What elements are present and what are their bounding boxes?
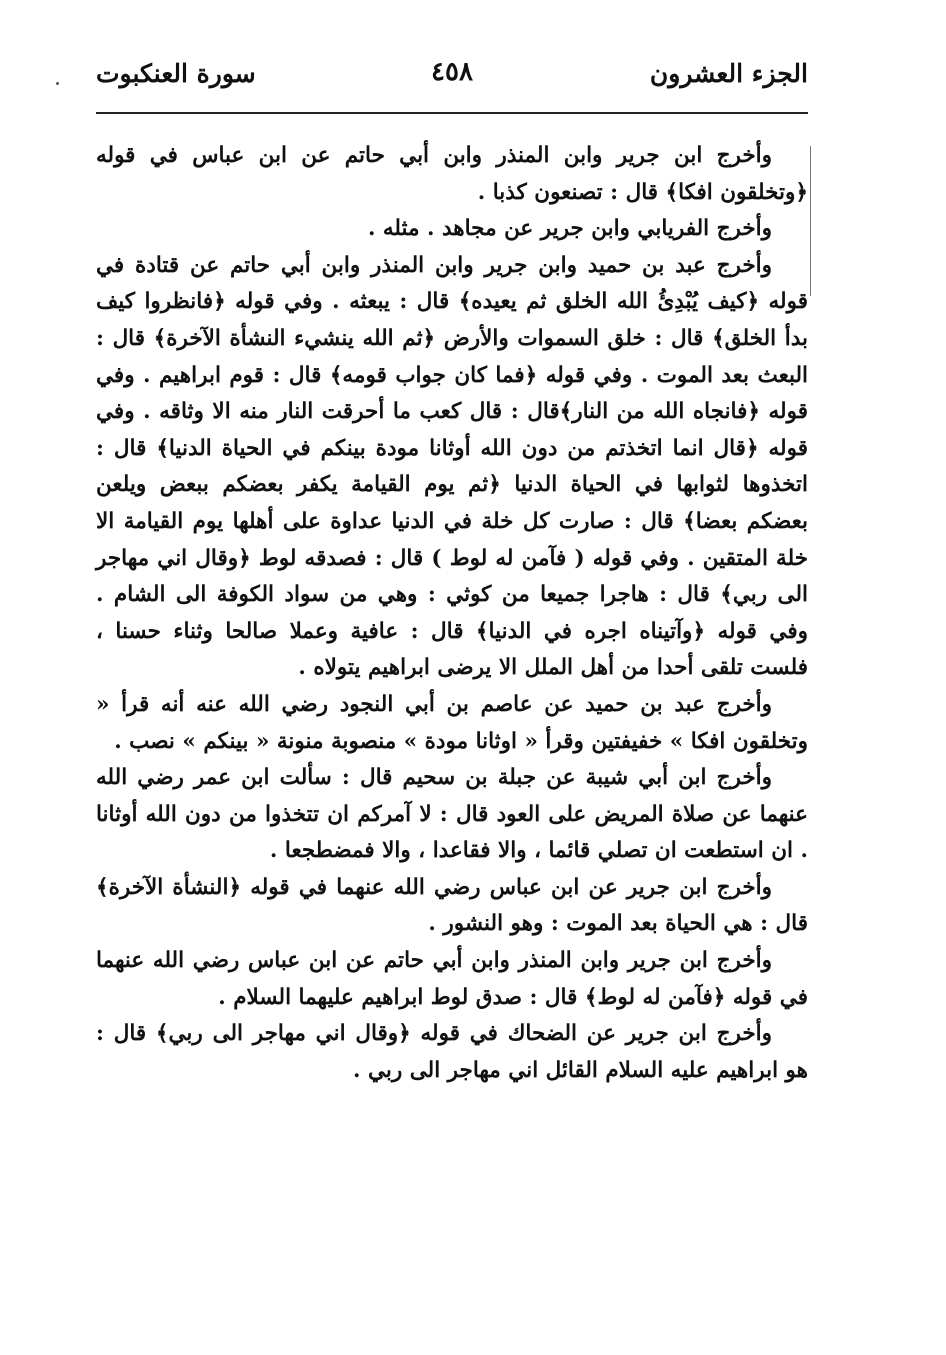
scan-speck [56,82,59,85]
paragraph-7: وأخرج ابن جرير وابن المنذر وابن أبي حاتم عن ابن عباس رضي الله عنهما في قوله ﴿فآمن له لوط﴾ قال : صدق لوط ابراهيم عليهما السلام . [96,948,808,1010]
page-header [96,55,808,99]
surah-title: سورة العنكبوت [96,59,256,88]
paragraph-6: وأخرج ابن جرير عن ابن عباس رضي الله عنهما في قوله ﴿النشأة الآخرة﴾ قال : هي الحياة بعد الموت : وهو النشور . [96,874,808,937]
header-rule [96,112,808,114]
paragraph-2: وأخرج الفريابي وابن جرير عن مجاهد . مثله . [367,216,772,242]
paragraph-5: وأخرج ابن أبي شيبة عن جبلة بن سحيم قال : سألت ابن عمر رضي الله عنهما عن صلاة المريض على العود قال : لا آمركم ان تتخذوا من دون الله أوثانا . ان استطعت ان تصلي قائما ، والا فقاعدا ، والا فمضطجعا . [96,765,808,864]
margin-line [810,146,811,296]
paragraph-1: وأخرج ابن جرير وابن المنذر وابن أبي حاتم عن ابن عباس في قوله ﴿وتخلقون افكا﴾ قال : تصنعون كذبا . [96,143,808,205]
page-body [96,138,808,1089]
paragraph-4: وأخرج عبد بن حميد عن عاصم بن أبي النجود رضي الله عنه أنه قرأ « وتخلقون افكا » خفيفتين وقرأ « اوثانا مودة » منصوبة منونة « بينكم » نصب . [96,691,808,754]
paragraph-8: وأخرج ابن جرير عن الضحاك في قوله ﴿وقال اني مهاجر الى ربي﴾ قال : هو ابراهيم عليه السلام القائل اني مهاجر الى ربي . [96,1021,808,1083]
page-number: ٤٥٨ [431,57,473,87]
part-title: الجزء العشرون [649,59,808,88]
paragraph-3: وأخرج عبد بن حميد وابن جرير وابن المنذر وابن أبي حاتم عن قتادة في قوله ﴿كيف يُبْدِئُ الله الخلق ثم يعيده﴾ قال : يبعثه . وفي قوله ﴿فانظروا كيف بدأ الخلق﴾ قال : خلق السموات والأرض ﴿ثم الله ينشيء النشأة الآخرة﴾ قال : البعث بعد الموت . وفي قوله ﴿فما كان جواب قومه﴾ قال : قوم ابراهيم . وفي قوله ﴿فانجاه الله من النار﴾قال : قال كعب ما أحرقت النار منه الا وثاقه . وفي قوله ﴿قال انما اتخذتم من دون الله أوثانا مودة بينكم في الحياة الدنيا﴾ قال : اتخذوها لثوابها في الحياة الدنيا ﴿ثم يوم القيامة يكفر بعضكم ببعض ويلعن بعضكم بعضا﴾ قال : صارت كل خلة في الدنيا عداوة على أهلها يوم القيامة الا خلة المتقين . وفي قوله ( فآمن له لوط ) قال : فصدقه لوط ﴿وقال اني مهاجر الى ربي﴾ قال : هاجرا جميعا من كوثي : وهي من سواد الكوفة الى الشام . وفي قوله ﴿وآتيناه اجره في الدنيا﴾ قال : عافية وعملا صالحا وثناء حسنا ، فلست تلقى أحدا من أهل الملل الا يرضى ابراهيم يتولاه . [96,252,808,681]
